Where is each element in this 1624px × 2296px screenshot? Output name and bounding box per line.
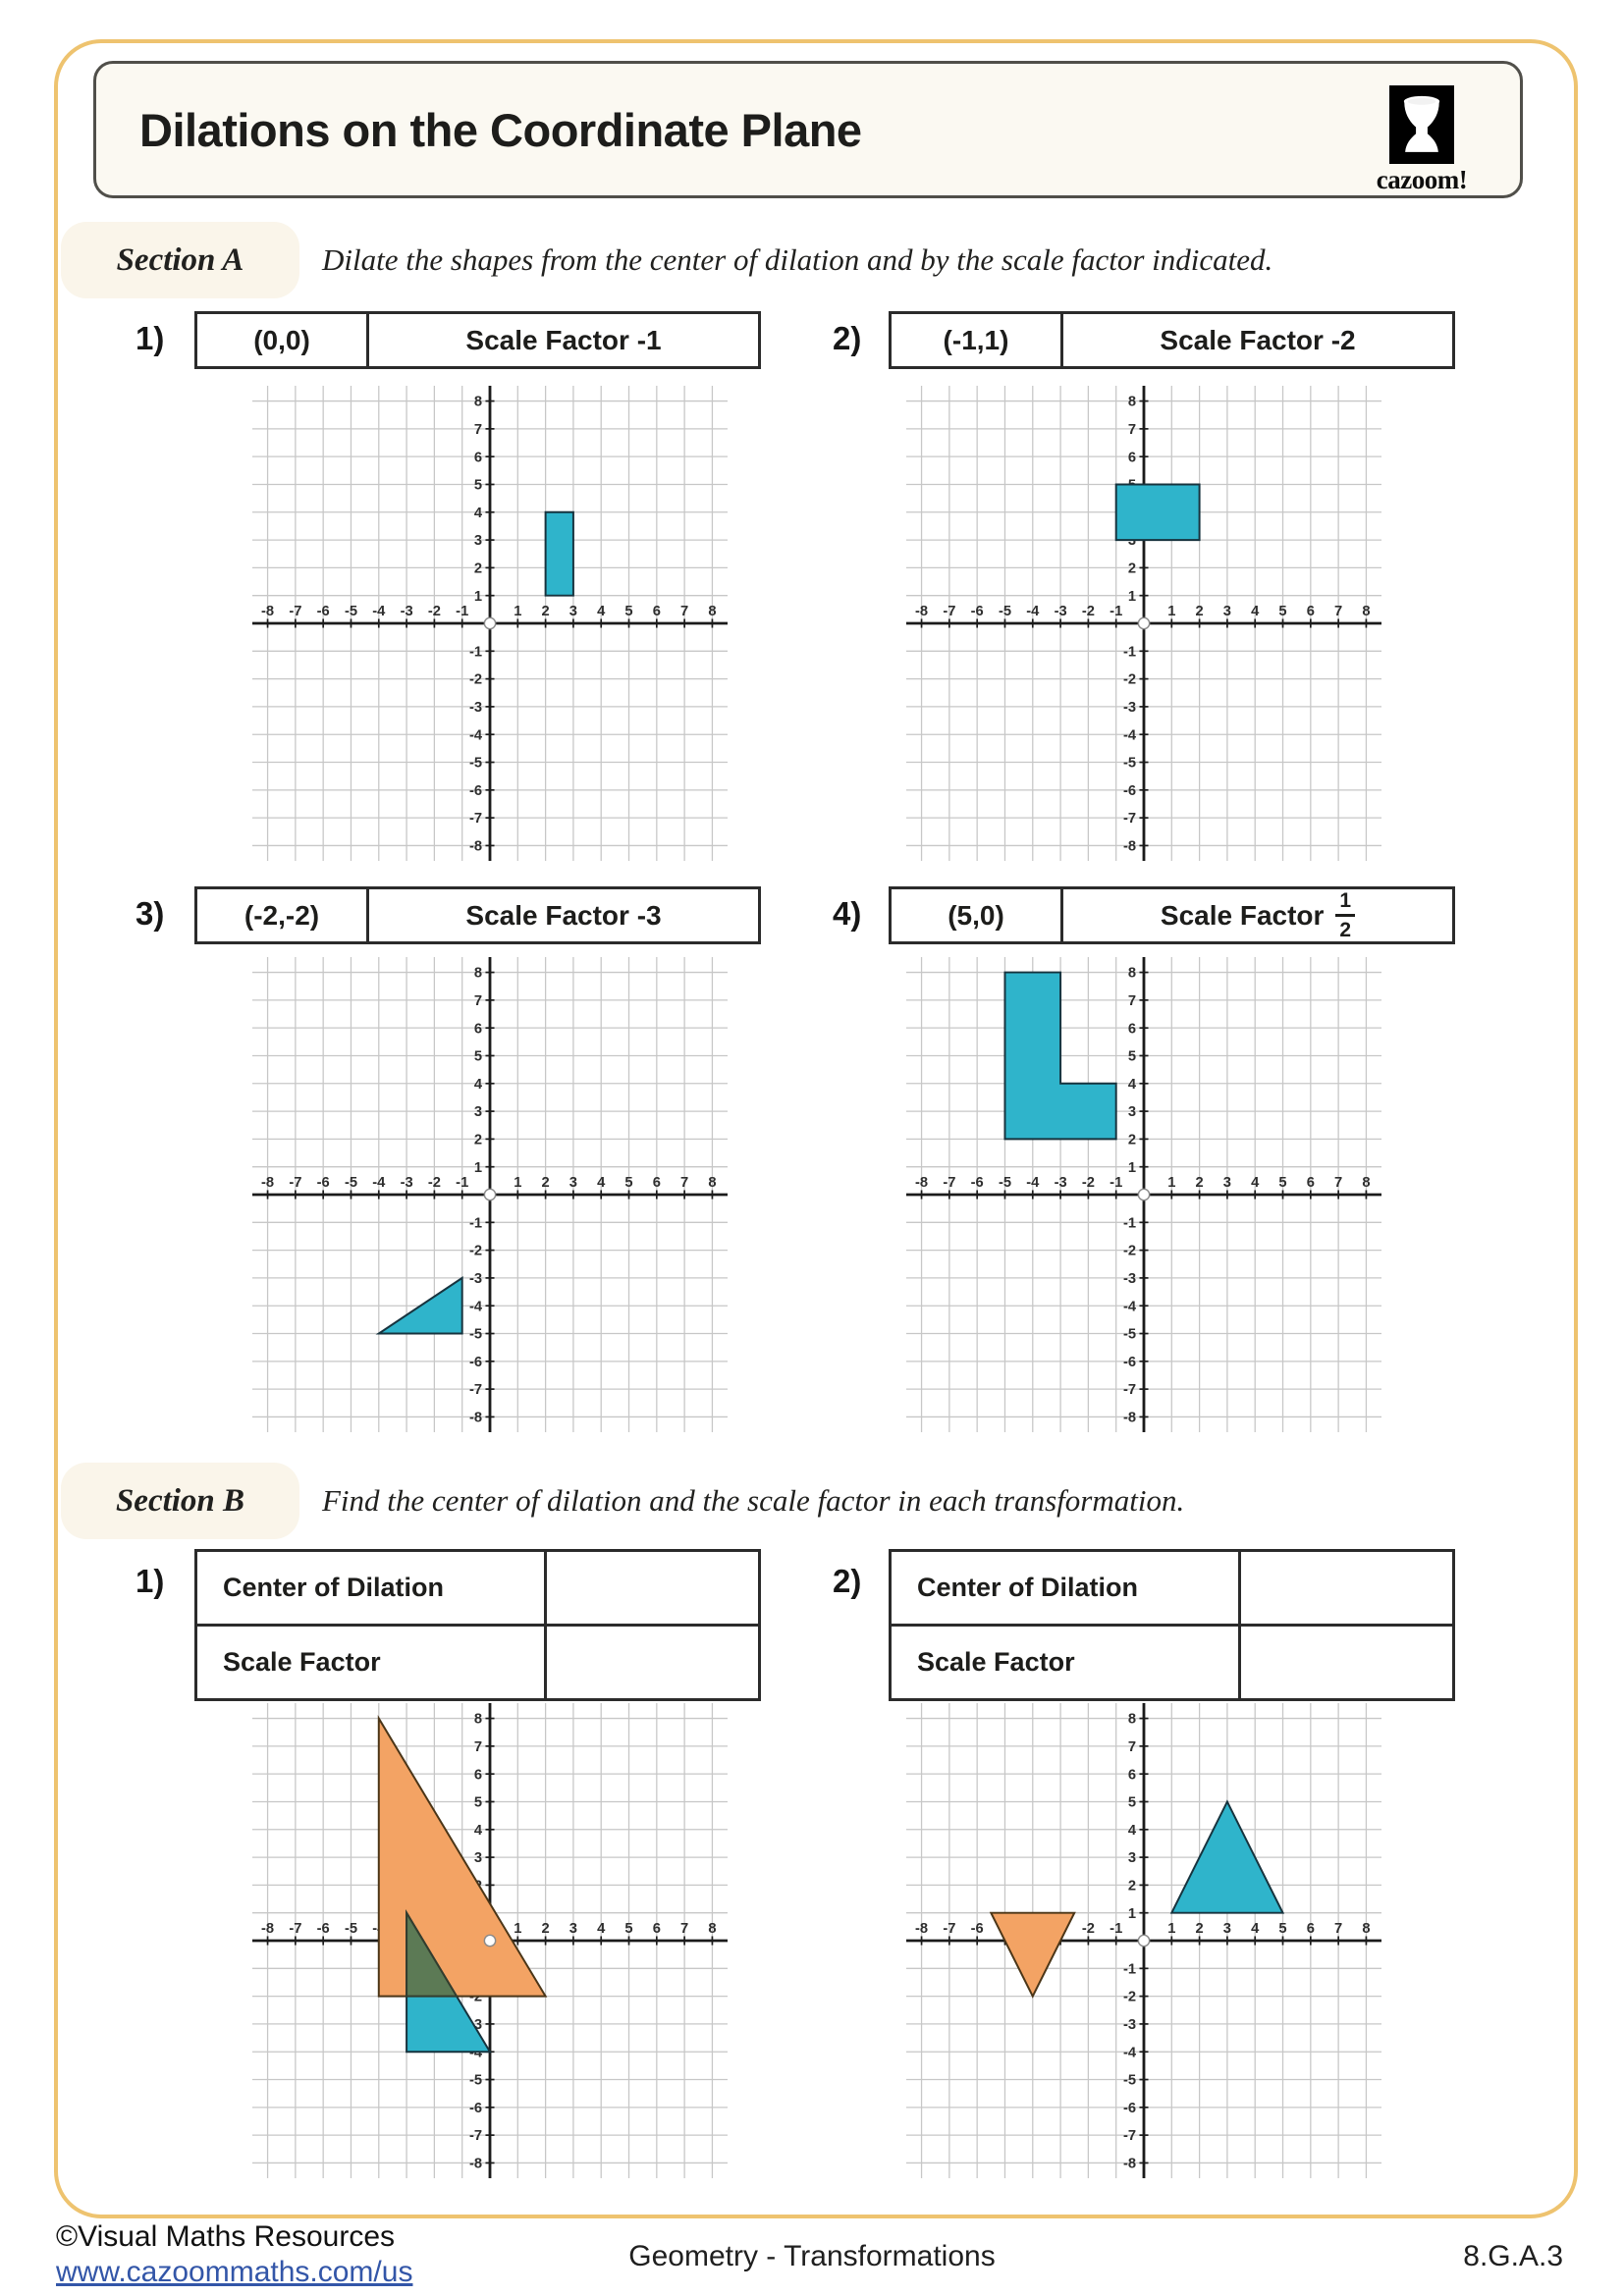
- svg-text:5: [474, 1795, 482, 1811]
- scale-factor-text: Scale Factor: [1160, 899, 1325, 931]
- svg-text:5: [624, 1921, 632, 1937]
- svg-text:7: [1128, 422, 1136, 438]
- scale-factor-label-a2: Scale Factor -2: [1160, 324, 1356, 355]
- svg-text:4: [597, 1921, 606, 1937]
- svg-text:3: [474, 1104, 482, 1120]
- center-of-dilation-label-b2: Center of Dilation: [892, 1552, 1241, 1624]
- problem-number-b2: 2): [833, 1563, 862, 1599]
- svg-text:-4: [372, 1175, 386, 1191]
- svg-text:6: [474, 1767, 482, 1783]
- svg-text:6: [653, 1175, 661, 1191]
- svg-text:-3: [401, 604, 413, 619]
- svg-text:-3: [469, 1271, 482, 1287]
- coordinate-grid-a1: [252, 386, 728, 861]
- svg-text:1: [1128, 1160, 1136, 1176]
- svg-text:4: [474, 1077, 483, 1093]
- svg-text:4: [1251, 604, 1260, 619]
- copyright-text: ©Visual Maths Resources: [56, 2220, 396, 2253]
- scale-factor-answer-cell-b2[interactable]: [1241, 1627, 1452, 1698]
- svg-text:-2: [1123, 672, 1136, 688]
- svg-text:-5: [345, 1921, 357, 1937]
- svg-text:8: [474, 395, 482, 410]
- svg-text:7: [474, 1739, 482, 1755]
- problem-header-a1: [194, 311, 761, 369]
- svg-text:8: [1362, 604, 1370, 619]
- svg-text:-6: [971, 1175, 984, 1191]
- svg-text:6: [474, 1021, 482, 1037]
- svg-text:-7: [469, 1382, 482, 1398]
- svg-text:-8: [1123, 2157, 1136, 2172]
- svg-text:5: [1278, 604, 1286, 619]
- svg-text:5: [624, 1175, 632, 1191]
- svg-text:1: [474, 1160, 482, 1176]
- svg-text:-8: [915, 1175, 928, 1191]
- footer-subject: Geometry - Transformations: [628, 2240, 996, 2272]
- svg-text:-6: [971, 1921, 984, 1937]
- svg-text:2: [542, 604, 550, 619]
- svg-text:-6: [469, 2101, 482, 2116]
- svg-text:-8: [1123, 1411, 1136, 1426]
- svg-text:-2: [1082, 604, 1095, 619]
- svg-text:-7: [943, 1921, 955, 1937]
- center-of-dilation-value-a4: (5,0): [892, 889, 1063, 941]
- center-of-dilation-answer-cell-b1[interactable]: [547, 1552, 758, 1624]
- svg-text:-4: [372, 604, 386, 619]
- svg-text:-7: [943, 1175, 955, 1191]
- svg-text:4: [1128, 1823, 1137, 1839]
- svg-text:8: [708, 1921, 716, 1937]
- problem-number-a2: 2): [833, 320, 862, 356]
- svg-text:-4: [469, 1299, 483, 1314]
- svg-text:-1: [1123, 1961, 1136, 1977]
- svg-text:3: [569, 1175, 577, 1191]
- svg-text:1: [1128, 589, 1136, 605]
- fraction-denominator: 2: [1339, 919, 1352, 941]
- svg-text:7: [1334, 1921, 1342, 1937]
- svg-text:-5: [345, 604, 357, 619]
- svg-text:-8: [261, 604, 274, 619]
- svg-text:-1: [1123, 644, 1136, 660]
- svg-text:1: [1128, 1906, 1136, 1922]
- cazoom-logo: [1359, 81, 1485, 195]
- svg-text:-5: [1123, 756, 1136, 772]
- section-a-label: Section A: [61, 222, 299, 298]
- svg-text:2: [1128, 561, 1136, 576]
- section-b-instruction: Find the center of dilation and the scale factor in each transformation.: [322, 1483, 1185, 1518]
- svg-text:1: [474, 589, 482, 605]
- center-of-dilation-answer-cell-b2[interactable]: [1241, 1552, 1452, 1624]
- coordinate-grid-a4: [906, 957, 1381, 1432]
- svg-text:-4: [1026, 604, 1040, 619]
- svg-text:-3: [469, 700, 482, 716]
- svg-text:3: [1223, 1175, 1231, 1191]
- svg-text:7: [680, 1921, 688, 1937]
- svg-text:-8: [469, 1411, 482, 1426]
- scale-factor-answer-cell-b1[interactable]: [547, 1627, 758, 1698]
- svg-text:2: [1196, 604, 1204, 619]
- fraction-numerator: 1: [1335, 890, 1355, 917]
- svg-text:-2: [469, 1244, 482, 1259]
- svg-text:7: [474, 422, 482, 438]
- problem-header-a2: [889, 311, 1455, 369]
- svg-text:-3: [1055, 1175, 1067, 1191]
- svg-text:3: [1128, 1104, 1136, 1120]
- svg-text:2: [1128, 1878, 1136, 1894]
- svg-text:-3: [401, 1175, 413, 1191]
- svg-text:-1: [1110, 1175, 1122, 1191]
- svg-text:-4: [1026, 1175, 1040, 1191]
- svg-text:8: [1362, 1175, 1370, 1191]
- svg-text:3: [474, 533, 482, 549]
- title-box: [93, 61, 1523, 198]
- svg-text:5: [624, 604, 632, 619]
- problem-number-b1: 1): [135, 1563, 165, 1599]
- center-of-dilation-value-a2: (-1,1): [892, 314, 1063, 366]
- svg-text:-4: [1123, 1299, 1137, 1314]
- svg-text:6: [474, 450, 482, 465]
- svg-text:-7: [469, 811, 482, 827]
- svg-text:3: [1223, 604, 1231, 619]
- svg-text:5: [1128, 1049, 1136, 1065]
- answer-table-b2: [889, 1549, 1455, 1701]
- svg-text:6: [1128, 1767, 1136, 1783]
- website-link[interactable]: www.cazoommaths.com/us: [56, 2256, 413, 2288]
- svg-text:6: [1307, 1175, 1315, 1191]
- svg-text:1: [1167, 1175, 1175, 1191]
- svg-text:6: [1128, 1021, 1136, 1037]
- svg-text:-6: [971, 604, 984, 619]
- svg-text:1: [514, 604, 521, 619]
- problem-header-a4: [889, 886, 1455, 944]
- scale-factor-fraction: [1335, 890, 1355, 940]
- answer-table-b1: [194, 1549, 761, 1701]
- svg-text:3: [1223, 1921, 1231, 1937]
- svg-text:6: [1307, 1921, 1315, 1937]
- svg-text:5: [1278, 1175, 1286, 1191]
- svg-text:-5: [999, 604, 1011, 619]
- svg-text:-7: [1123, 811, 1136, 827]
- svg-text:2: [542, 1175, 550, 1191]
- svg-text:-5: [469, 2073, 482, 2089]
- svg-text:-5: [345, 1175, 357, 1191]
- coordinate-grid-a2: [906, 386, 1381, 861]
- svg-text:-8: [915, 604, 928, 619]
- svg-text:-7: [1123, 2128, 1136, 2144]
- svg-text:-2: [469, 672, 482, 688]
- svg-text:2: [474, 561, 482, 576]
- svg-text:-8: [915, 1921, 928, 1937]
- svg-text:7: [1128, 993, 1136, 1009]
- svg-text:5: [474, 1049, 482, 1065]
- center-of-dilation-value-a1: (0,0): [197, 314, 369, 366]
- svg-text:-7: [289, 1175, 301, 1191]
- svg-text:-6: [1123, 783, 1136, 799]
- svg-text:-4: [1123, 2045, 1137, 2060]
- svg-text:-6: [469, 1355, 482, 1370]
- scale-factor-label-b2: Scale Factor: [892, 1627, 1241, 1698]
- svg-text:-5: [999, 1175, 1011, 1191]
- svg-text:-3: [1123, 1271, 1136, 1287]
- svg-text:-5: [1123, 2073, 1136, 2089]
- coordinate-grid-b1: [252, 1703, 728, 2178]
- svg-text:-1: [1110, 604, 1122, 619]
- svg-text:3: [474, 1850, 482, 1866]
- svg-text:-1: [456, 604, 468, 619]
- svg-text:-2: [1123, 1244, 1136, 1259]
- svg-text:2: [1196, 1175, 1204, 1191]
- svg-text:-1: [1110, 1921, 1122, 1937]
- svg-text:-7: [289, 1921, 301, 1937]
- svg-text:-6: [469, 783, 482, 799]
- svg-text:-3: [1055, 604, 1067, 619]
- djembe-drum-icon: [1389, 85, 1454, 164]
- center-of-dilation-value-a3: (-2,-2): [197, 889, 369, 941]
- svg-text:-2: [1082, 1175, 1095, 1191]
- svg-text:-3: [1123, 700, 1136, 716]
- svg-text:3: [569, 1921, 577, 1937]
- svg-text:-6: [317, 1921, 330, 1937]
- svg-text:-5: [1123, 1327, 1136, 1343]
- svg-text:-7: [943, 604, 955, 619]
- svg-text:5: [474, 478, 482, 494]
- problem-header-a3: [194, 886, 761, 944]
- svg-text:-2: [428, 1175, 441, 1191]
- table-row: [892, 1624, 1452, 1698]
- scale-factor-label-a3: Scale Factor -3: [465, 899, 662, 931]
- svg-text:-8: [261, 1921, 274, 1937]
- problem-number-a4: 4): [833, 895, 862, 932]
- svg-text:-8: [261, 1175, 274, 1191]
- svg-text:7: [1334, 1175, 1342, 1191]
- svg-text:-1: [456, 1175, 468, 1191]
- svg-text:1: [514, 1921, 521, 1937]
- table-row: [197, 1624, 758, 1698]
- svg-text:-7: [1123, 1382, 1136, 1398]
- svg-text:8: [1362, 1921, 1370, 1937]
- svg-text:6: [1128, 450, 1136, 465]
- svg-text:7: [680, 604, 688, 619]
- svg-text:7: [474, 993, 482, 1009]
- svg-text:-5: [469, 756, 482, 772]
- svg-text:2: [474, 1132, 482, 1148]
- svg-text:8: [474, 966, 482, 982]
- problem-number-a3: 3): [135, 895, 165, 932]
- svg-text:4: [597, 604, 606, 619]
- section-a-instruction: Dilate the shapes from the center of dilation and by the scale factor indicated.: [322, 242, 1273, 277]
- svg-text:7: [1128, 1739, 1136, 1755]
- svg-text:-8: [469, 2157, 482, 2172]
- svg-text:8: [708, 604, 716, 619]
- svg-text:3: [569, 604, 577, 619]
- svg-text:4: [597, 1175, 606, 1191]
- svg-text:8: [708, 1175, 716, 1191]
- svg-text:-3: [1123, 2017, 1136, 2033]
- svg-text:-6: [317, 604, 330, 619]
- svg-text:5: [1278, 1921, 1286, 1937]
- svg-text:-7: [469, 2128, 482, 2144]
- svg-text:6: [653, 604, 661, 619]
- svg-text:7: [1334, 604, 1342, 619]
- svg-text:6: [653, 1921, 661, 1937]
- svg-text:-6: [317, 1175, 330, 1191]
- svg-text:-4: [469, 727, 483, 743]
- svg-text:8: [1128, 966, 1136, 982]
- svg-text:1: [1167, 1921, 1175, 1937]
- svg-text:-7: [289, 604, 301, 619]
- section-b-label: Section B: [61, 1463, 299, 1539]
- svg-text:8: [474, 1712, 482, 1728]
- worksheet-title: Dilations on the Coordinate Plane: [139, 103, 862, 156]
- svg-text:-8: [469, 839, 482, 855]
- svg-text:4: [474, 1823, 483, 1839]
- svg-text:4: [474, 506, 483, 521]
- svg-text:-2: [428, 604, 441, 619]
- svg-text:-1: [469, 644, 482, 660]
- scale-factor-label-b1: Scale Factor: [197, 1627, 547, 1698]
- table-row: [892, 1552, 1452, 1624]
- svg-text:2: [542, 1921, 550, 1937]
- svg-text:6: [1307, 604, 1315, 619]
- svg-text:-5: [469, 1327, 482, 1343]
- svg-text:1: [514, 1175, 521, 1191]
- svg-text:4: [1251, 1175, 1260, 1191]
- svg-text:-4: [1123, 727, 1137, 743]
- coordinate-grid-a3: [252, 957, 728, 1432]
- svg-text:3: [1128, 1850, 1136, 1866]
- svg-text:2: [1196, 1921, 1204, 1937]
- coordinate-grid-b2: [906, 1703, 1381, 2178]
- svg-text:-8: [1123, 839, 1136, 855]
- svg-text:4: [1128, 1077, 1137, 1093]
- scale-factor-label-a4: [1063, 889, 1452, 941]
- svg-text:1: [1167, 604, 1175, 619]
- svg-text:7: [680, 1175, 688, 1191]
- svg-text:-1: [1123, 1215, 1136, 1231]
- scale-factor-label-a1: Scale Factor -1: [465, 324, 662, 355]
- svg-text:4: [1251, 1921, 1260, 1937]
- svg-text:2: [1128, 1132, 1136, 1148]
- svg-text:-2: [1123, 1990, 1136, 2005]
- problem-number-a1: 1): [135, 320, 165, 356]
- footer-standard-code: 8.G.A.3: [1463, 2240, 1563, 2272]
- svg-text:-6: [1123, 2101, 1136, 2116]
- svg-text:-2: [1082, 1921, 1095, 1937]
- svg-text:5: [1128, 1795, 1136, 1811]
- svg-text:8: [1128, 395, 1136, 410]
- svg-text:-6: [1123, 1355, 1136, 1370]
- center-of-dilation-label-b1: Center of Dilation: [197, 1552, 547, 1624]
- logo-wordmark: cazoom!: [1376, 165, 1468, 194]
- svg-text:-1: [469, 1215, 482, 1231]
- table-row: [197, 1552, 758, 1624]
- svg-text:8: [1128, 1712, 1136, 1728]
